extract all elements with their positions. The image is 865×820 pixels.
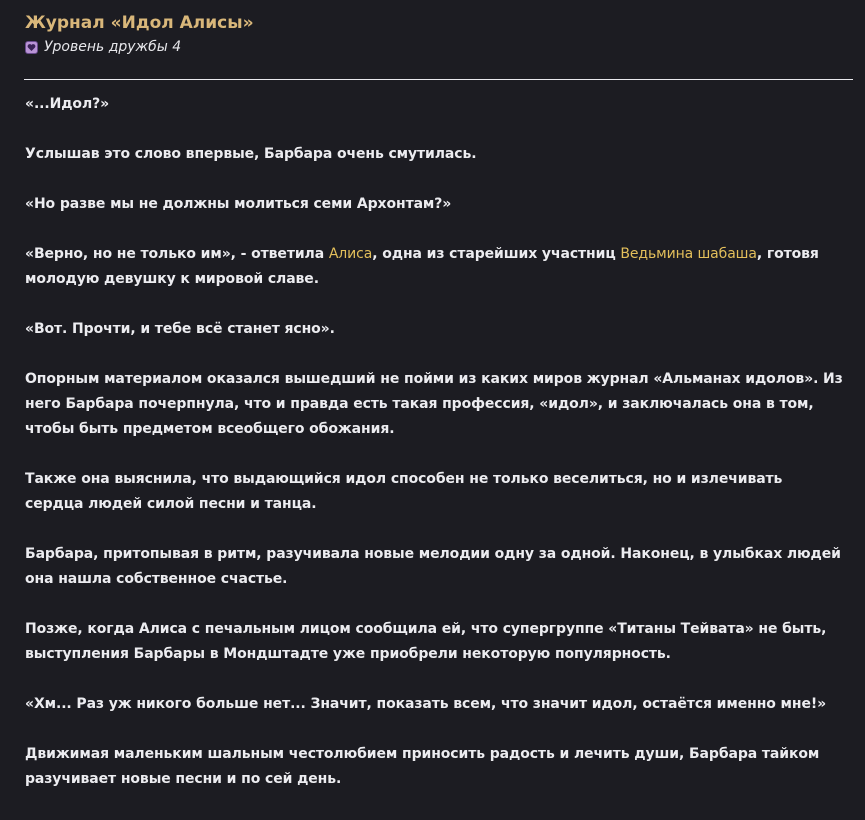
divider [24, 79, 853, 80]
paragraph-6: Опорным материалом оказался вышедший не пойми из каких миров журнал «Альманах идолов». Из него Барбара почерпнула, что и правда есть такая профессия, «идол», и заключалась она в том, чтобы быть предметом всеобщего обожания. [25, 371, 843, 437]
friendship-level [25, 38, 853, 56]
paragraph-2: Услышав это слово впервые, Барбара очень смутилась. [25, 146, 477, 162]
paragraph-1: «...Идол?» [25, 96, 110, 112]
paragraph-4-text-end: , готовя молодую девушку к мировой славе. [25, 246, 819, 287]
paragraph-4-text-start: «Верно, но не только им», - ответила [25, 246, 329, 262]
paragraph-11: Движимая маленьким шальным честолюбием приносить радость и лечить души, Барбара тайком разучивает новые песни и по сей день. [25, 746, 820, 787]
paragraph-5: «Вот. Прочти, и тебе всё станет ясно». [25, 321, 335, 337]
page-title: Журнал «Идол Алисы» [25, 13, 254, 33]
paragraph-4 [25, 242, 845, 292]
paragraph-3: «Но разве мы не должны молиться семи Архонтам?» [25, 196, 452, 212]
alice-link[interactable]: Алиса [328, 246, 373, 262]
paragraph-7: Также она выяснила, что выдающийся идол способен не только веселиться, но и излечивать сердца людей силой песни и танца. [25, 471, 783, 512]
witches-sabbath-link[interactable]: Ведьмина шабаша [620, 246, 757, 262]
friendship-label: Уровень дружбы 4 [44, 39, 182, 55]
story-text [25, 92, 845, 792]
paragraph-4-text-middle: , одна из старейших участниц [372, 246, 621, 262]
paragraph-8: Барбара, притопывая в ритм, разучивала новые мелодии одну за одной. Наконец, в улыбках людей она нашла собственное счастье. [25, 546, 841, 587]
paragraph-10: «Хм... Раз уж никого больше нет... Значит, показать всем, что значит идол, остаётся именно мне!» [25, 696, 827, 712]
paragraph-9: Позже, когда Алиса с печальным лицом сообщила ей, что супергруппе «Титаны Тейвата» не быть, выступления Барбары в Мондштадте уже приобрели некоторую популярность. [25, 621, 827, 662]
friendship-icon [25, 41, 38, 54]
